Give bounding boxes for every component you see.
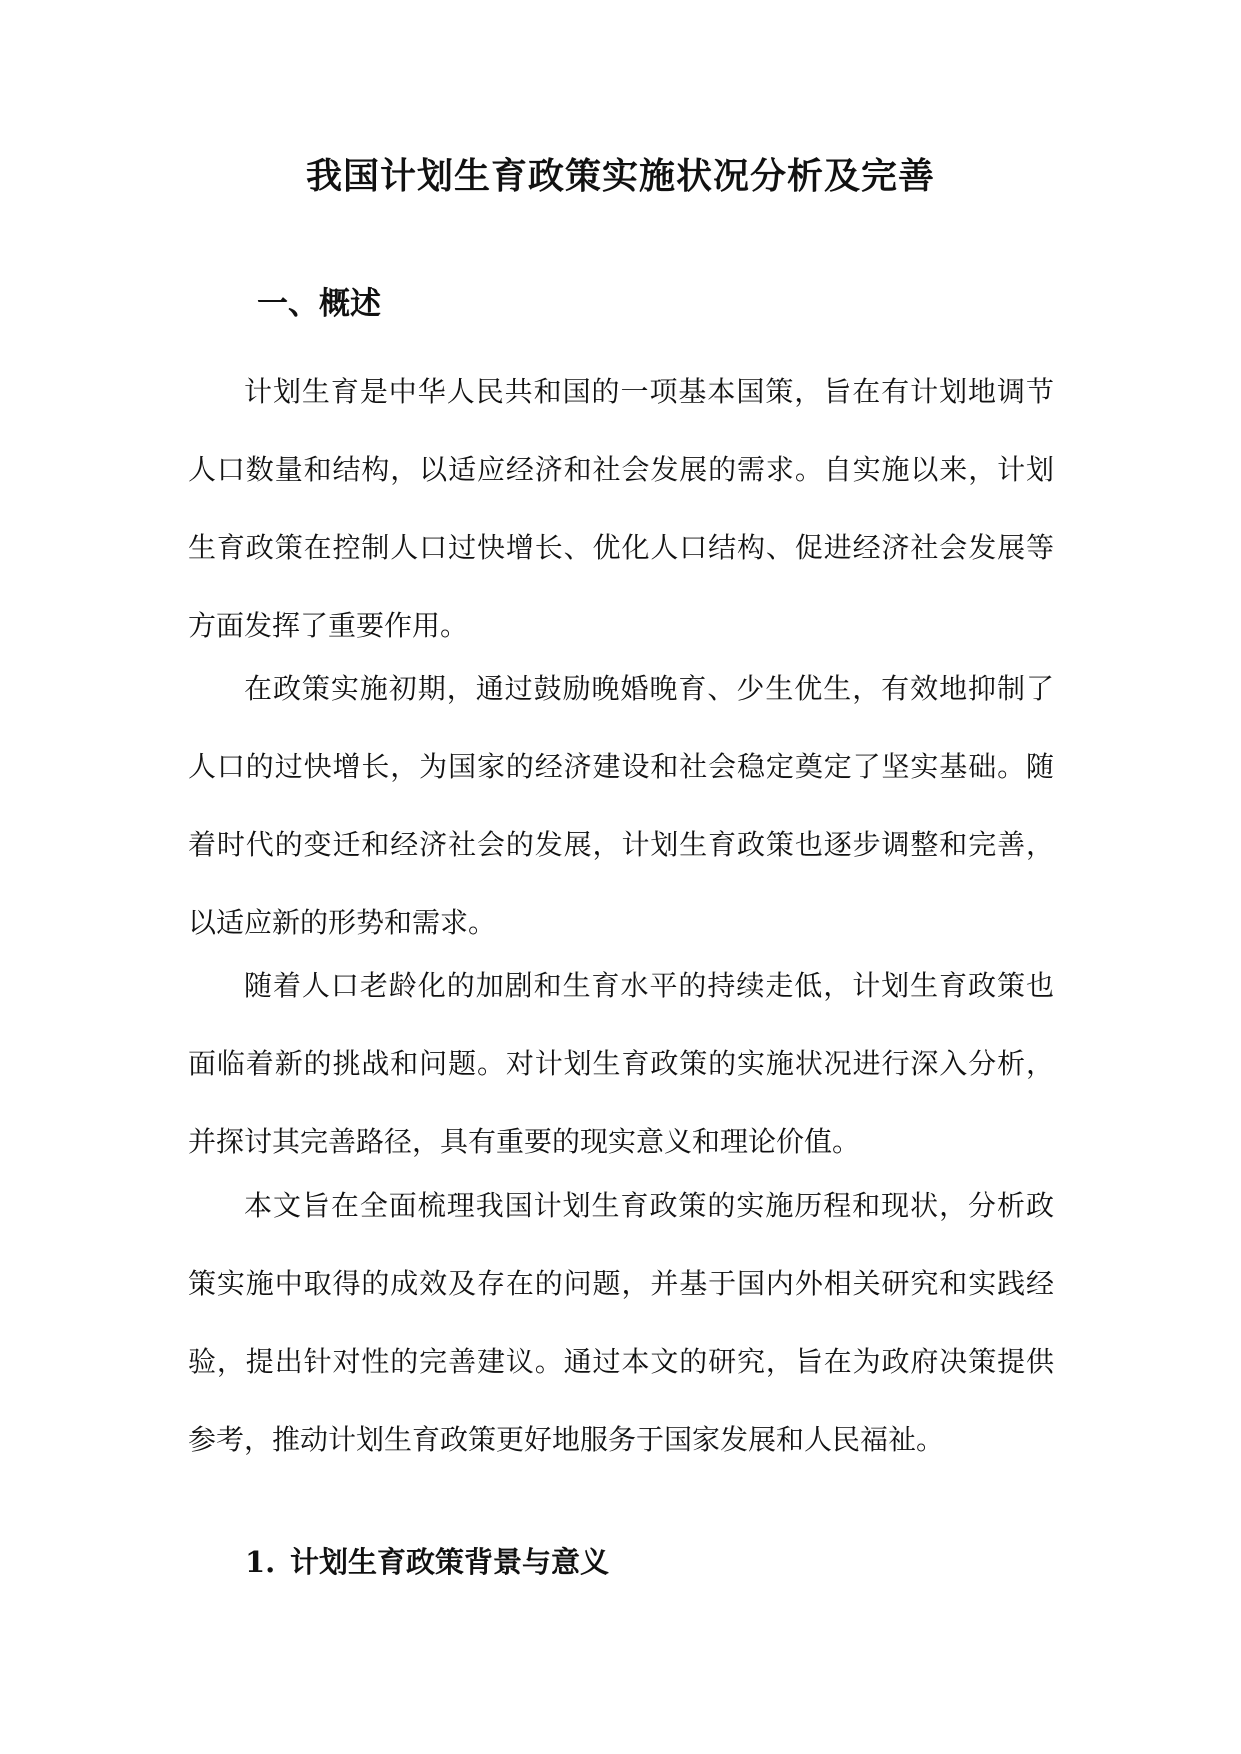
section-heading-overview: 一、概述 (257, 286, 381, 322)
subsection-number: 1. (245, 1545, 276, 1579)
subsection-heading (245, 1540, 609, 1584)
paragraph: 本文旨在全面梳理我国计划生育政策的实施历程和现状，分析政策实施中取得的成效及存在的问题，并基于国内外相关研究和实践经验，提出针对性的完善建议。通过本文的研究，旨在为政府决策提供参考，推动计划生育政策更好地服务于国家发展和人民福祉。 (188, 1189, 1054, 1456)
subsection-title: 计划生育政策背景与意义 (290, 1545, 610, 1579)
paragraph: 随着人口老龄化的加剧和生育水平的持续走低，计划生育政策也面临着新的挑战和问题。对计划生育政策的实施状况进行深入分析，并探讨其完善路径，具有重要的现实意义和理论价值。 (188, 969, 1054, 1158)
paragraph: 在政策实施初期，通过鼓励晚婚晚育、少生优生，有效地抑制了人口的过快增长，为国家的经济建设和社会稳定奠定了坚实基础。随着时代的变迁和经济社会的发展，计划生育政策也逐步调整和完善，以适应新的形势和需求。 (188, 672, 1054, 939)
document-title: 我国计划生育政策实施状况分析及完善 (305, 155, 935, 197)
paragraph: 计划生育是中华人民共和国的一项基本国策，旨在有计划地调节人口数量和结构，以适应经济和社会发展的需求。自实施以来，计划生育政策在控制人口过快增长、优化人口结构、促进经济社会发展等方面发挥了重要作用。 (188, 375, 1054, 642)
